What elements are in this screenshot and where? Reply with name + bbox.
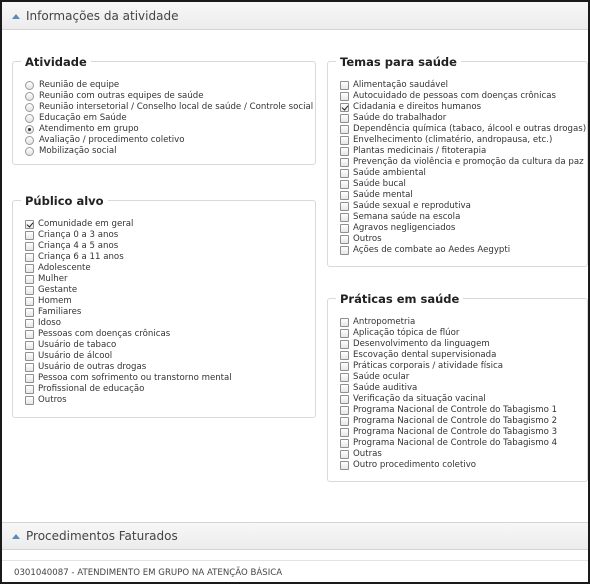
activity-panel-header[interactable]: [2, 2, 588, 30]
checkbox[interactable]: [340, 450, 349, 459]
option-label: Antropometria: [353, 317, 416, 327]
option-label: Mobilização social: [39, 146, 117, 156]
option-label: Criança 6 a 11 anos: [38, 252, 124, 262]
option-label: Adolescente: [38, 263, 91, 273]
option-label: Gestante: [38, 285, 78, 295]
checkbox[interactable]: [340, 114, 349, 123]
option-label: Idoso: [38, 318, 61, 328]
fieldset-publico-alvo: [12, 194, 316, 418]
option-label: Prevenção da violência e promoção da cultura da paz: [353, 157, 584, 167]
checkbox-option[interactable]: [340, 234, 586, 245]
checkbox[interactable]: [25, 330, 34, 339]
option-label: Alimentação saudável: [353, 80, 449, 90]
fieldset-atividade: [12, 55, 316, 165]
fieldset-praticas-saude: [327, 292, 588, 482]
checkbox[interactable]: [340, 428, 349, 437]
checkbox[interactable]: [340, 213, 349, 222]
option-label: Mulher: [38, 274, 68, 284]
radio-option[interactable]: [25, 80, 313, 91]
checkbox[interactable]: [340, 340, 349, 349]
fieldset-temas-saude: [327, 55, 588, 267]
checkbox-option[interactable]: [340, 91, 586, 102]
checkbox-option[interactable]: [25, 307, 232, 318]
option-label: Profissional de educação: [38, 384, 145, 394]
checkbox-option[interactable]: [25, 351, 232, 362]
activity-panel-title: Informações da atividade: [26, 8, 179, 23]
option-label: Semana saúde na escola: [353, 212, 461, 222]
radio-button[interactable]: [25, 147, 34, 156]
checkbox[interactable]: [340, 439, 349, 448]
option-label: Programa Nacional de Controle do Tabagismo 2: [353, 416, 558, 426]
checkbox[interactable]: [25, 286, 34, 295]
checkbox[interactable]: [25, 308, 34, 317]
checkbox[interactable]: [340, 384, 349, 393]
collapse-triangle-icon[interactable]: [12, 534, 20, 539]
checkbox[interactable]: [25, 231, 34, 240]
divider: [2, 560, 588, 561]
checkbox[interactable]: [340, 362, 349, 371]
option-label: Criança 4 a 5 anos: [38, 241, 119, 251]
checkbox[interactable]: [340, 395, 349, 404]
radio-button[interactable]: [25, 92, 34, 101]
checkbox-option[interactable]: [340, 146, 586, 157]
option-label: Desenvolvimento da linguagem: [353, 339, 490, 349]
checkbox-option[interactable]: [340, 168, 586, 179]
radio-button[interactable]: [25, 125, 34, 134]
option-label: Envelhecimento (climatério, andropausa, etc.): [353, 135, 553, 145]
option-label: Atendimento em grupo: [39, 124, 139, 134]
legend-praticas-saude: Práticas em saúde: [336, 292, 463, 306]
checkbox-option[interactable]: [340, 405, 557, 416]
checkbox-option[interactable]: [340, 383, 557, 394]
radio-button[interactable]: [25, 114, 34, 123]
checkbox-option[interactable]: [25, 340, 232, 351]
atividade-radio-list: [25, 80, 313, 157]
option-label: Outros: [38, 395, 67, 405]
option-label: Escovação dental supervisionada: [353, 350, 497, 360]
checkbox[interactable]: [25, 297, 34, 306]
checkbox[interactable]: [340, 373, 349, 382]
radio-button[interactable]: [25, 81, 34, 90]
option-label: Pessoas com doenças crônicas: [38, 329, 171, 339]
checkbox[interactable]: [340, 92, 349, 101]
collapse-triangle-icon[interactable]: [12, 14, 20, 19]
checkbox[interactable]: [25, 264, 34, 273]
checkbox[interactable]: [25, 253, 34, 262]
checkbox[interactable]: [25, 319, 34, 328]
checkbox-option[interactable]: [340, 124, 586, 135]
option-label: Familiares: [38, 307, 82, 317]
checkbox-option[interactable]: [340, 212, 586, 223]
option-label: Outras: [353, 449, 382, 459]
option-label: Autocuidado de pessoas com doenças crônicas: [353, 91, 556, 101]
checkbox[interactable]: [25, 385, 34, 394]
option-label: Saúde ocular: [353, 372, 410, 382]
publico-alvo-checkbox-list: [25, 219, 232, 406]
checkbox[interactable]: [25, 374, 34, 383]
temas-saude-checkbox-list: [340, 80, 586, 256]
checkbox[interactable]: [340, 351, 349, 360]
procedimentos-panel-header[interactable]: [2, 522, 588, 550]
option-label: Reunião com outras equipes de saúde: [39, 91, 204, 101]
option-label: Verificação da situação vacinal: [353, 394, 486, 404]
option-label: Práticas corporais / atividade física: [353, 361, 504, 371]
option-label: Outro procedimento coletivo: [353, 460, 477, 470]
checkbox-option[interactable]: [340, 427, 557, 438]
checkbox[interactable]: [340, 224, 349, 233]
checkbox[interactable]: [340, 246, 349, 255]
checkbox-option[interactable]: [340, 449, 557, 460]
checkbox-option[interactable]: [340, 460, 557, 471]
checkbox-option[interactable]: [25, 230, 232, 241]
procedimento-item: 0301040087 - ATENDIMENTO EM GRUPO NA ATENÇÃO BÁSICA: [14, 568, 283, 578]
checkbox[interactable]: [25, 363, 34, 372]
checkbox[interactable]: [340, 169, 349, 178]
checkbox[interactable]: [340, 318, 349, 327]
legend-atividade: Atividade: [21, 55, 91, 69]
checkbox[interactable]: [340, 329, 349, 338]
radio-button[interactable]: [25, 136, 34, 145]
option-label: Saúde mental: [353, 190, 413, 200]
checkbox[interactable]: [340, 406, 349, 415]
checkbox-option[interactable]: [25, 219, 232, 230]
checkbox[interactable]: [340, 191, 349, 200]
option-label: Dependência química (tabaco, álcool e outras drogas): [353, 124, 587, 134]
checkbox[interactable]: [340, 461, 349, 470]
radio-button[interactable]: [25, 103, 34, 112]
option-label: Saúde ambiental: [353, 168, 426, 178]
option-label: Plantas medicinais / fitoterapia: [353, 146, 487, 156]
option-label: Programa Nacional de Controle do Tabagismo 4: [353, 438, 558, 448]
option-label: Saúde do trabalhador: [353, 113, 447, 123]
checkbox-option[interactable]: [340, 317, 557, 328]
checkbox-option[interactable]: [340, 350, 557, 361]
checkbox-option[interactable]: [340, 80, 586, 91]
option-label: Reunião de equipe: [39, 80, 120, 90]
checkbox[interactable]: [25, 242, 34, 251]
checkbox-option[interactable]: [340, 113, 586, 124]
checkbox-option[interactable]: [340, 372, 557, 383]
checkbox[interactable]: [25, 396, 34, 405]
checkbox-option[interactable]: [25, 263, 232, 274]
checkbox-option[interactable]: [340, 416, 557, 427]
checkbox-option[interactable]: [25, 373, 232, 384]
checkbox-option[interactable]: [340, 394, 557, 405]
option-label: Cidadania e direitos humanos: [353, 102, 482, 112]
radio-option[interactable]: [25, 113, 313, 124]
checkbox[interactable]: [25, 275, 34, 284]
checkbox-option[interactable]: [340, 328, 557, 339]
checkbox-option[interactable]: [340, 102, 586, 113]
checkbox-option[interactable]: [340, 438, 557, 449]
radio-option[interactable]: [25, 102, 313, 113]
checkbox[interactable]: [340, 125, 349, 134]
option-label: Criança 0 a 3 anos: [38, 230, 119, 240]
checkbox[interactable]: [340, 202, 349, 211]
legend-publico-alvo: Público alvo: [21, 194, 108, 208]
option-label: Avaliação / procedimento coletivo: [39, 135, 185, 145]
legend-temas-saude: Temas para saúde: [336, 55, 461, 69]
option-label: Usuário de tabaco: [38, 340, 117, 350]
checkbox[interactable]: [340, 81, 349, 90]
option-label: Saúde auditiva: [353, 383, 418, 393]
checkbox-option[interactable]: [25, 274, 232, 285]
option-label: Usuário de álcool: [38, 351, 113, 361]
radio-option[interactable]: [25, 146, 313, 157]
checkbox-option[interactable]: [340, 223, 586, 234]
checkbox[interactable]: [340, 158, 349, 167]
option-label: Programa Nacional de Controle do Tabagismo 3: [353, 427, 558, 437]
checkbox[interactable]: [340, 103, 349, 112]
checkbox-option[interactable]: [340, 179, 586, 190]
option-label: Outros: [353, 234, 382, 244]
checkbox-option[interactable]: [25, 296, 232, 307]
checkbox[interactable]: [340, 180, 349, 189]
checkbox-option[interactable]: [25, 395, 232, 406]
option-label: Saúde sexual e reprodutiva: [353, 201, 471, 211]
checkbox[interactable]: [340, 417, 349, 426]
checkbox-option[interactable]: [25, 241, 232, 252]
checkbox[interactable]: [340, 136, 349, 145]
checkbox[interactable]: [340, 235, 349, 244]
checkbox[interactable]: [25, 341, 34, 350]
praticas-saude-checkbox-list: [340, 317, 557, 471]
checkbox-option[interactable]: [340, 190, 586, 201]
option-label: Comunidade em geral: [38, 219, 134, 229]
option-label: Educação em Saúde: [39, 113, 127, 123]
option-label: Pessoa com sofrimento ou transtorno mental: [38, 373, 232, 383]
option-label: Homem: [38, 296, 72, 306]
checkbox[interactable]: [340, 147, 349, 156]
checkbox-option[interactable]: [25, 318, 232, 329]
checkbox[interactable]: [25, 352, 34, 361]
checkbox-option[interactable]: [340, 201, 586, 212]
checkbox-option[interactable]: [25, 329, 232, 340]
checkbox[interactable]: [25, 220, 34, 229]
radio-option[interactable]: [25, 135, 313, 146]
checkbox-option[interactable]: [340, 245, 586, 256]
checkbox-option[interactable]: [340, 157, 586, 168]
option-label: Reunião intersetorial / Conselho local de saúde / Controle social: [39, 102, 314, 112]
option-label: Agravos negligenciados: [353, 223, 456, 233]
option-label: Saúde bucal: [353, 179, 406, 189]
checkbox-option[interactable]: [25, 285, 232, 296]
procedimentos-panel-title: Procedimentos Faturados: [26, 529, 178, 543]
option-label: Programa Nacional de Controle do Tabagismo 1: [353, 405, 558, 415]
checkbox-option[interactable]: [340, 135, 586, 146]
radio-option[interactable]: [25, 124, 313, 135]
checkbox-option[interactable]: [25, 362, 232, 373]
checkbox-option[interactable]: [25, 384, 232, 395]
option-label: Ações de combate ao Aedes Aegypti: [353, 245, 511, 255]
option-label: Usuário de outras drogas: [38, 362, 147, 372]
checkbox-option[interactable]: [25, 252, 232, 263]
option-label: Aplicação tópica de flúor: [353, 328, 460, 338]
checkbox-option[interactable]: [340, 339, 557, 350]
radio-option[interactable]: [25, 91, 313, 102]
checkbox-option[interactable]: [340, 361, 557, 372]
